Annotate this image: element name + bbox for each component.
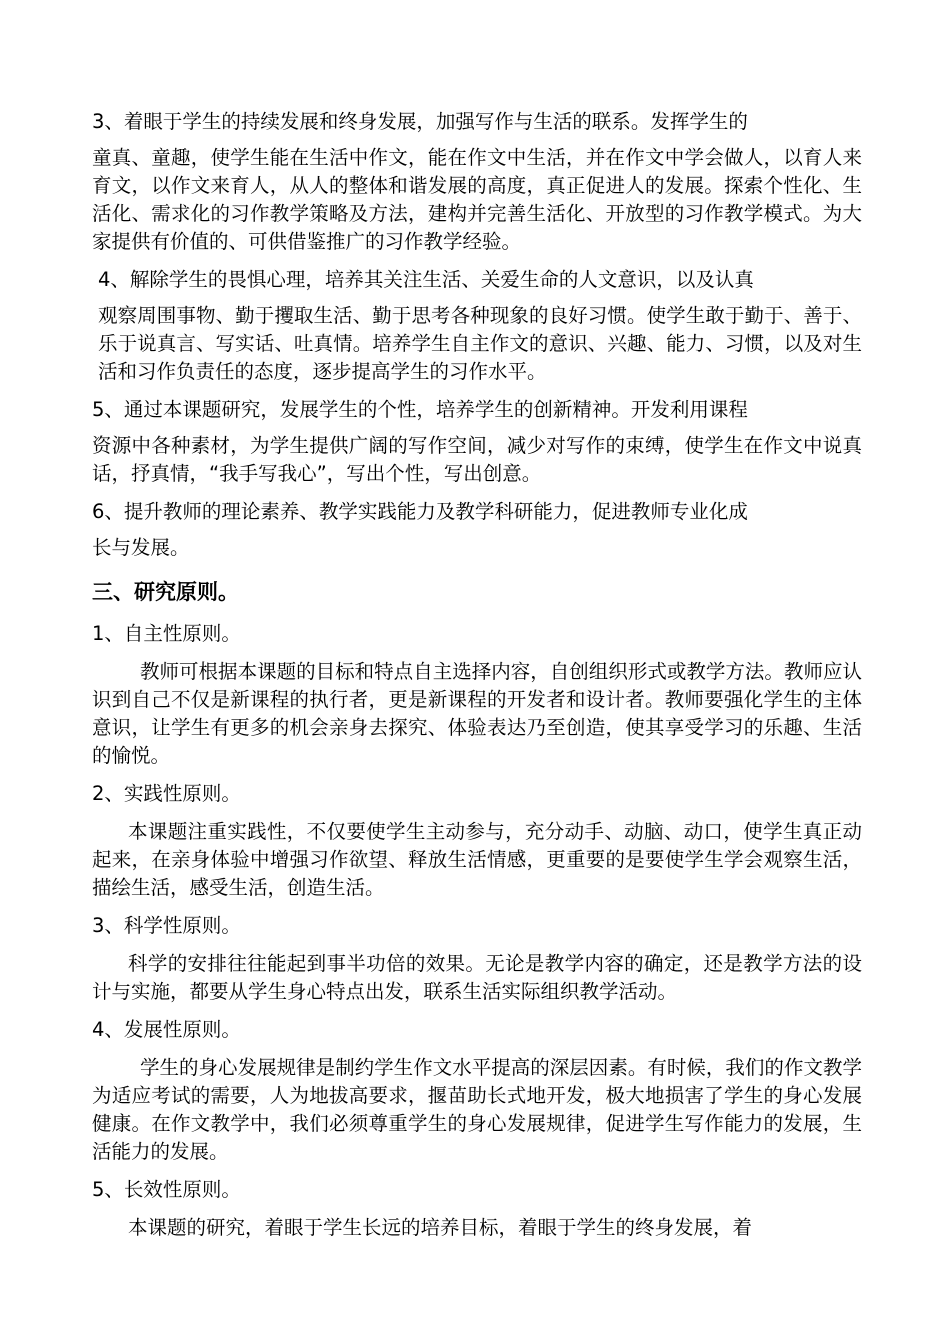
goal-3-first-line: 3、着眼于学生的持续发展和终身发展，加强写作与生活的联系。发挥学生的 [92,110,748,133]
principle-5-title: 5、长效性原则。 [92,1178,241,1201]
principle-3-body: 科学的安排往往能起到事半功倍的效果。无论是教学内容的确定，还是教学方法的设计与实施，都要从学生身心特点出发，联系生活实际组织教学活动。 [92,952,862,1003]
goal-paragraph-3 [92,108,862,256]
principle-2-title: 2、实践性原则。 [92,782,241,805]
goal-paragraph-4 [92,266,862,386]
principle-4-title: 4、发展性原则。 [92,1018,241,1041]
goal-paragraph-5 [92,396,862,488]
principle-3-title: 3、科学性原则。 [92,914,241,937]
goal-6-body: 长与发展。 [92,536,190,559]
principle-1-title: 1、自主性原则。 [92,622,241,645]
goal-4-first-line: 4、解除学生的畏惧心理，培养其关注生活、关爱生命的人文意识，以及认真 [98,268,754,291]
principle-4-body: 学生的身心发展规律是制约学生作文水平提高的深层因素。有时候，我们的作文教学为适应考试的需要，人为地拔高要求，揠苗助长式地开发，极大地损害了学生的身心发展健康。在作文教学中，我们必须尊重学生的身心发展规律，促进学生写作能力的发展，生活能力的发展。 [92,1056,862,1163]
principle-1-body: 教师可根据本课题的目标和特点自主选择内容，自创组织形式或教学方法。教师应认识到自己不仅是新课程的执行者，更是新课程的开发者和设计者。教师要强化学生的主体意识，让学生有更多的机会亲身去探究、体验表达乃至创造，使其享受学习的乐趣、生活的愉悦。 [92,660,862,767]
principle-2-body: 本课题注重实践性，不仅要使学生主动参与，充分动手、动脑、动口，使学生真正动起来，在亲身体验中增强习作欲望、释放生活情感，更重要的是要使学生学会观察生活，描绘生活，感受生活，创造生活。 [92,820,862,899]
goal-5-body: 资源中各种素材，为学生提供广阔的写作空间，减少对写作的束缚，使学生在作文中说真话，抒真情，“我手写我心”，写出个性，写出创意。 [92,434,862,485]
principle-5-body: 本课题的研究，着眼于学生长远的培养目标，着眼于学生的终身发展，着 [128,1216,753,1239]
goal-paragraph-6 [92,498,862,562]
document-page [92,108,862,1252]
section-heading-principles: 三、研究原则。 [92,580,239,604]
goal-4-body: 观察周围事物、勤于攫取生活、勤于思考各种现象的良好习惯。使学生敢于勤于、善于、乐于说真言、写实话、吐真情。培养学生自主作文的意识、兴趣、能力、习惯，以及对生活和习作负责任的态度，逐步提高学生的习作水平。 [98,304,862,383]
goal-5-first-line: 5、通过本课题研究，发展学生的个性，培养学生的创新精神。开发利用课程 [92,398,748,421]
goal-6-first-line: 6、提升教师的理论素养、教学实践能力及教学科研能力，促进教师专业化成 [92,500,748,523]
goal-3-body: 童真、童趣，使学生能在生活中作文，能在作文中生活，并在作文中学会做人，以育人来育文，以作文来育人，从人的整体和谐发展的高度，真正促进人的发展。探索个性化、生活化、需求化的习作教学策略及方法，建构并完善生活化、开放型的习作教学模式。为大家提供有价值的、可供借鉴推广的习作教学经验。 [92,146,862,253]
